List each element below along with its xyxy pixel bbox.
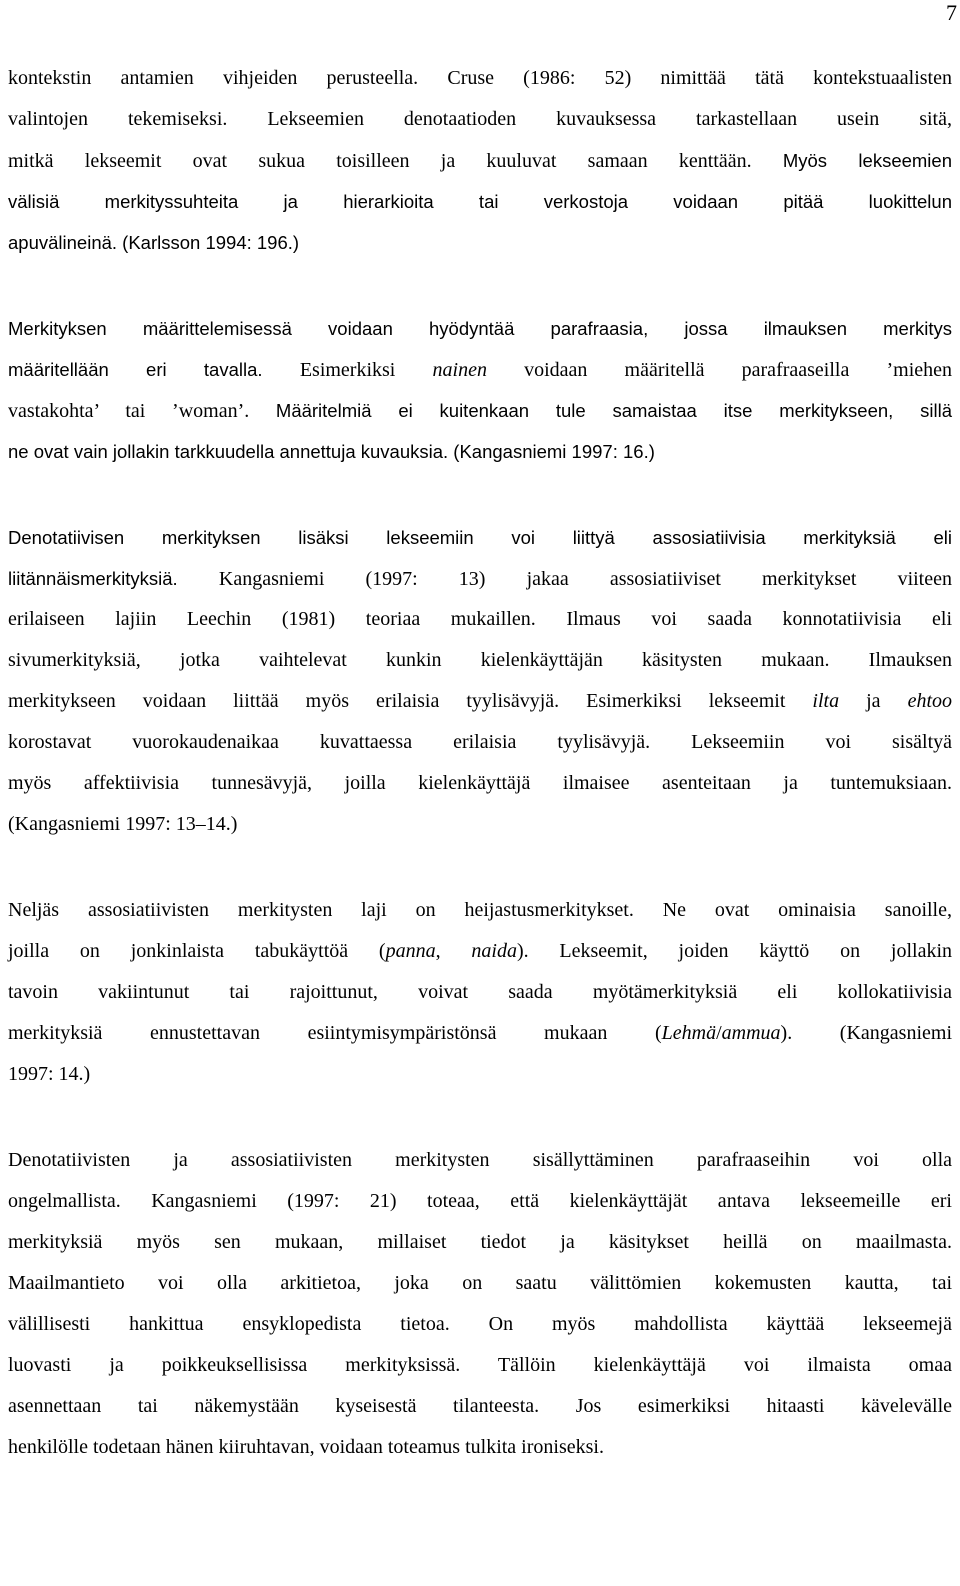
paragraph bbox=[8, 517, 952, 845]
text-run: merkityksiä myös sen mukaan, millaiset tiedot ja käsitykset heillä on maailmasta. bbox=[8, 1231, 952, 1253]
text-run: mitkä lekseemit ovat sukua toisilleen ja kuuluvat samaan kenttään. bbox=[8, 150, 783, 172]
text-line bbox=[8, 1181, 952, 1222]
text-line bbox=[8, 1054, 952, 1095]
text-run: Kangasniemi (1997: 13) jakaa assosiatiiviset merkitykset viiteen bbox=[218, 568, 952, 590]
text-run: ne ovat vain jollakin tarkkuudella annettuja kuvauksia. (Kangasniemi 1997: 16.) bbox=[8, 441, 655, 462]
text-run: henkilölle todetaan hänen kiiruhtavan, voidaan toteamus tulkita ironiseksi. bbox=[8, 1436, 604, 1458]
text-line bbox=[8, 1140, 952, 1181]
text-line bbox=[8, 99, 952, 140]
text-run: luovasti ja poikkeuksellisissa merkityksissä. Tällöin kielenkäyttäjä voi ilmaista omaa bbox=[8, 1354, 952, 1376]
text-line bbox=[8, 763, 952, 804]
text-run: (Kangasniemi 1997: 13–14.) bbox=[8, 813, 238, 835]
text-run: 1997: 14.) bbox=[8, 1063, 91, 1085]
italic-text: ilta bbox=[812, 690, 840, 712]
text-line bbox=[8, 1427, 952, 1468]
text-line bbox=[8, 640, 952, 681]
text-run: valintojen tekemiseksi. Lekseemien denotaatioden kuvauksessa tarkastellaan usein sitä, bbox=[8, 108, 952, 130]
italic-text: nainen bbox=[432, 359, 487, 381]
text-run: vastakohta’ tai ’woman’. bbox=[8, 400, 276, 422]
paragraph bbox=[8, 58, 952, 263]
text-run: kontekstin antamien vihjeiden perusteella. Cruse (1986: 52) nimittää tätä kontekstuaalisten bbox=[8, 67, 952, 89]
text-run: merkitykseen voidaan liittää myös erilaisia tyylisävyjä. Esimerkiksi lekseemit bbox=[8, 690, 813, 712]
page-number: 7 bbox=[946, 0, 957, 25]
text-line bbox=[8, 722, 952, 763]
text-run: ). (Kangasniemi bbox=[780, 1022, 952, 1044]
text-run: voidaan määritellä parafraaseilla ’miehen bbox=[486, 359, 953, 381]
text-line bbox=[8, 931, 952, 972]
text-line bbox=[8, 349, 952, 390]
text-run: välisiä merkityssuhteita ja hierarkioita tai verkostoja voidaan pitää luokittelun bbox=[8, 191, 952, 212]
text-line bbox=[8, 1304, 952, 1345]
text-line bbox=[8, 431, 952, 472]
paragraph bbox=[8, 308, 952, 472]
text-run: erilaiseen lajiin Leechin (1981) teoriaa mukaillen. Ilmaus voi saada konnotatiivisia eli bbox=[8, 608, 952, 630]
text-line bbox=[8, 1345, 952, 1386]
text-run: tavoin vakiintunut tai rajoittunut, voivat saada myötämerkityksiä eli kollokatiivisia bbox=[8, 981, 952, 1003]
text-line bbox=[8, 390, 952, 431]
text-line bbox=[8, 890, 952, 931]
text-run: joilla on jonkinlaista tabukäyttöä ( bbox=[8, 940, 386, 962]
text-run: / bbox=[716, 1022, 722, 1044]
text-run: Merkityksen määrittelemisessä voidaan hyödyntää parafraasia, jossa ilmauksen merkitys bbox=[8, 318, 952, 339]
paragraph bbox=[8, 890, 952, 1095]
text-run: Neljäs assosiatiivisten merkitysten laji on heijastusmerkitykset. Ne ovat ominaisia sanoille, bbox=[8, 899, 952, 921]
text-run: Myös lekseemien bbox=[782, 150, 952, 171]
text-line bbox=[8, 599, 952, 640]
text-line bbox=[8, 517, 952, 558]
text-run: Denotatiivisten ja assosiatiivisten merkitysten sisällyttäminen parafraaseihin voi olla bbox=[8, 1149, 952, 1171]
text-line bbox=[8, 972, 952, 1013]
text-run: Määritelmiä ei kuitenkaan tule samaistaa itse merkitykseen, sillä bbox=[275, 400, 952, 421]
text-run: välillisesti hankittua ensyklopedista tietoa. On myös mahdollista käyttää lekseemejä bbox=[8, 1313, 952, 1335]
text-run: Esimerkiksi bbox=[299, 359, 433, 381]
text-line bbox=[8, 140, 952, 181]
text-run: ). Lekseemit, joiden käyttö on jollakin bbox=[516, 940, 953, 962]
text-run: määritellään eri tavalla. bbox=[8, 359, 300, 380]
text-run: liitännäismerkityksiä. bbox=[8, 568, 219, 589]
text-line bbox=[8, 1013, 952, 1054]
text-run: apuvälineinä. (Karlsson 1994: 196.) bbox=[8, 232, 300, 253]
text-line bbox=[8, 1222, 952, 1263]
text-line bbox=[8, 1263, 952, 1304]
italic-text: ammua bbox=[721, 1022, 781, 1044]
paragraph bbox=[8, 1140, 952, 1468]
text-run: Maailmantieto voi olla arkitietoa, joka on saatu välittömien kokemusten kautta, tai bbox=[8, 1272, 952, 1294]
text-line bbox=[8, 804, 952, 845]
text-run: myös affektiivisia tunnesävyjä, joilla kielenkäyttäjä ilmaisee asenteitaan ja tuntemuksiaan. bbox=[8, 772, 952, 794]
text-line bbox=[8, 181, 952, 222]
text-line bbox=[8, 558, 952, 599]
text-line bbox=[8, 1386, 952, 1427]
text-run: Denotatiivisen merkityksen lisäksi lekseemiin voi liittyä assosiatiivisia merkityksiä eli bbox=[8, 527, 952, 548]
text-run: ongelmallista. Kangasniemi (1997: 21) toteaa, että kielenkäyttäjät antava lekseemeille eri bbox=[8, 1190, 952, 1212]
document-body bbox=[8, 58, 952, 1513]
italic-text: ehtoo bbox=[907, 690, 953, 712]
text-line bbox=[8, 681, 952, 722]
text-run: sivumerkityksiä, jotka vaihtelevat kunkin kielenkäyttäjän käsitysten mukaan. Ilmauksen bbox=[8, 649, 952, 671]
italic-text: naida bbox=[471, 940, 517, 962]
text-line bbox=[8, 58, 952, 99]
text-line bbox=[8, 308, 952, 349]
text-line bbox=[8, 222, 952, 263]
text-run: korostavat vuorokaudenaikaa kuvattaessa erilaisia tyylisävyjä. Lekseemiin voi sisältyä bbox=[8, 731, 952, 753]
text-run: merkityksiä ennustettavan esiintymisympäristönsä mukaan ( bbox=[8, 1022, 662, 1044]
italic-text: panna bbox=[385, 940, 436, 962]
text-run: asennettaan tai näkemystään kyseisestä tilanteesta. Jos esimerkiksi hitaasti kävelevälle bbox=[8, 1395, 952, 1417]
text-run: ja bbox=[839, 690, 908, 712]
text-run: , bbox=[435, 940, 472, 962]
italic-text: Lehmä bbox=[661, 1022, 717, 1044]
